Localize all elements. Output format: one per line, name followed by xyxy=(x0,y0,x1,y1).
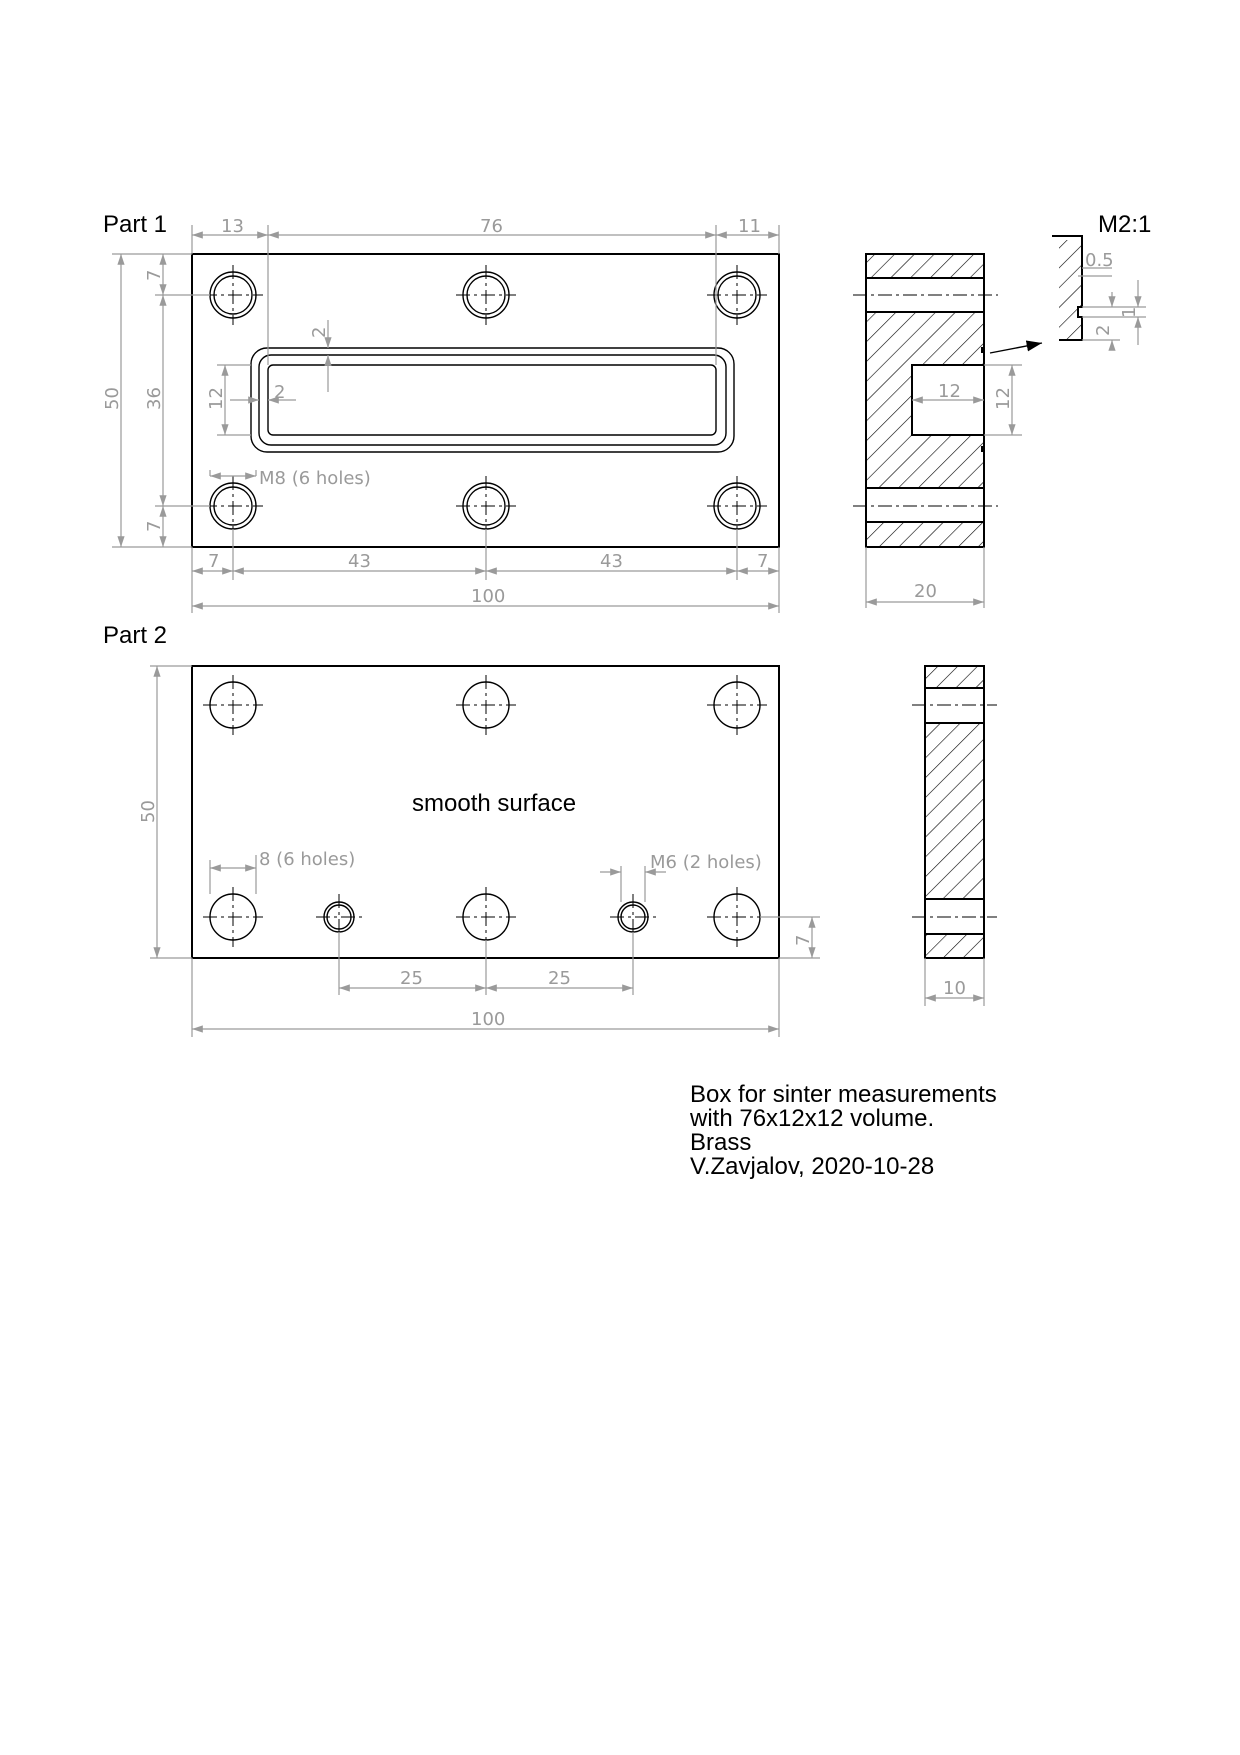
dim-12-side-w: 12 xyxy=(938,381,961,402)
dim-12-cavity: 12 xyxy=(206,387,227,410)
title-line-2: with 76x12x12 volume. xyxy=(690,1105,935,1132)
dim-7-br: 7 xyxy=(757,551,769,572)
part1-groove-dimensions xyxy=(230,320,330,403)
part2-side-section xyxy=(912,666,997,1006)
dim-100: 100 xyxy=(471,586,506,607)
dim-2-groove-v: 2 xyxy=(309,326,330,338)
dim-50-part2: 50 xyxy=(138,800,159,823)
surface-note: smooth surface xyxy=(412,790,577,817)
title-line-4: V.Zavjalov, 2020-10-28 xyxy=(690,1153,935,1180)
part2-label: Part 2 xyxy=(103,622,168,649)
dim-20: 20 xyxy=(914,581,937,602)
hole xyxy=(203,265,263,325)
hole xyxy=(456,887,516,947)
dim-1-detail: 1 xyxy=(1119,306,1140,318)
dim-2-groove-h: 2 xyxy=(274,382,286,403)
hole xyxy=(707,887,767,947)
title-line-1: Box for sinter measurements xyxy=(690,1081,997,1108)
hole xyxy=(456,476,516,536)
dim-25-a: 25 xyxy=(400,968,423,989)
dim-76: 76 xyxy=(480,216,503,237)
dim-7-top: 7 xyxy=(144,269,165,281)
part1-bottom-dimensions xyxy=(192,529,779,613)
dim-13: 13 xyxy=(221,216,244,237)
dim-7-part2: 7 xyxy=(793,934,814,946)
dim-43-b: 43 xyxy=(600,551,623,572)
part2-front-view xyxy=(138,666,820,1037)
part1-hole-note xyxy=(210,468,371,489)
hole xyxy=(707,675,767,735)
hole xyxy=(203,476,263,536)
detail-view xyxy=(990,236,1146,353)
dim-25-b: 25 xyxy=(548,968,571,989)
hole xyxy=(203,675,263,735)
dim-10: 10 xyxy=(943,978,966,999)
hole xyxy=(203,887,263,947)
title-block xyxy=(690,1083,997,1179)
dim-100-part2: 100 xyxy=(471,1009,506,1030)
dim-7-bl: 7 xyxy=(208,551,220,572)
dim-43-a: 43 xyxy=(348,551,371,572)
dim-2-detail: 2 xyxy=(1093,324,1114,336)
dim-12-side-h: 12 xyxy=(993,387,1014,410)
title-line-3: Brass xyxy=(690,1129,752,1156)
hole xyxy=(456,265,516,325)
scale-label: M2:1 xyxy=(1098,211,1152,238)
dim-50: 50 xyxy=(102,387,123,410)
dim-11: 11 xyxy=(738,216,761,237)
part1-front-view xyxy=(102,216,779,613)
part1-hole-note-text: M8 (6 holes) xyxy=(259,468,371,489)
part2-hole-note-small: M6 (2 holes) xyxy=(650,852,762,873)
dim-7-bottom: 7 xyxy=(144,520,165,532)
dim-36: 36 xyxy=(144,387,165,410)
part2-hole-note-big: 8 (6 holes) xyxy=(259,849,356,870)
dim-0-5: 0.5 xyxy=(1085,250,1114,271)
part1-left-dimensions xyxy=(102,254,251,547)
part1-label: Part 1 xyxy=(103,211,168,238)
hole xyxy=(707,476,767,536)
hole xyxy=(456,675,516,735)
part1-side-section xyxy=(853,254,1022,608)
